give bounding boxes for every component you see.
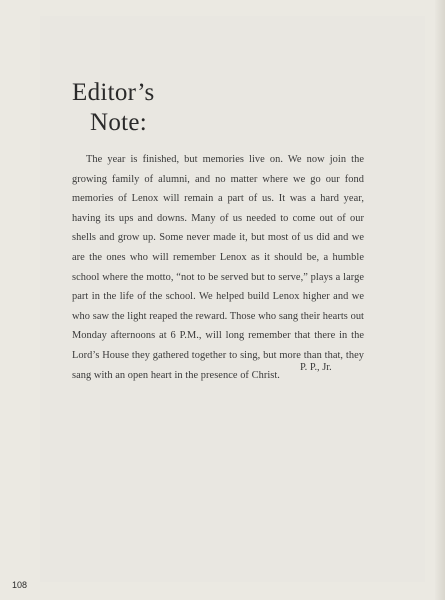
page-title-line2: Note: — [90, 109, 148, 136]
scan-edge-shadow — [435, 0, 445, 600]
page-number: 108 — [12, 580, 28, 590]
page-title — [72, 78, 155, 138]
signature: P. P., Jr. — [300, 362, 332, 373]
editor-note-body: The year is finished, but memories live on. We now join the growing family of alumni, and no matter where we go our fond memories of Lenox will remain a part of us. It was a hard year, having its ups and downs. Many of us needed to come out of our shells and grow up. Some never made it, but most of us did and we are the ones who will remember Lenox as it should be, a humble school where the motto, “not to be served but to serve,” plays a large part in the life of the school. We helped build Lenox higher and we who saw the light reaped the reward. Those who sang their hearts out Monday afternoons at 6 P.M., will long remember that there in the Lord’s House they gathered together to sing, but more than that, they sang with an open heart in the presence of Christ. — [72, 154, 364, 381]
page-title-line1: Editor’s — [72, 79, 155, 106]
